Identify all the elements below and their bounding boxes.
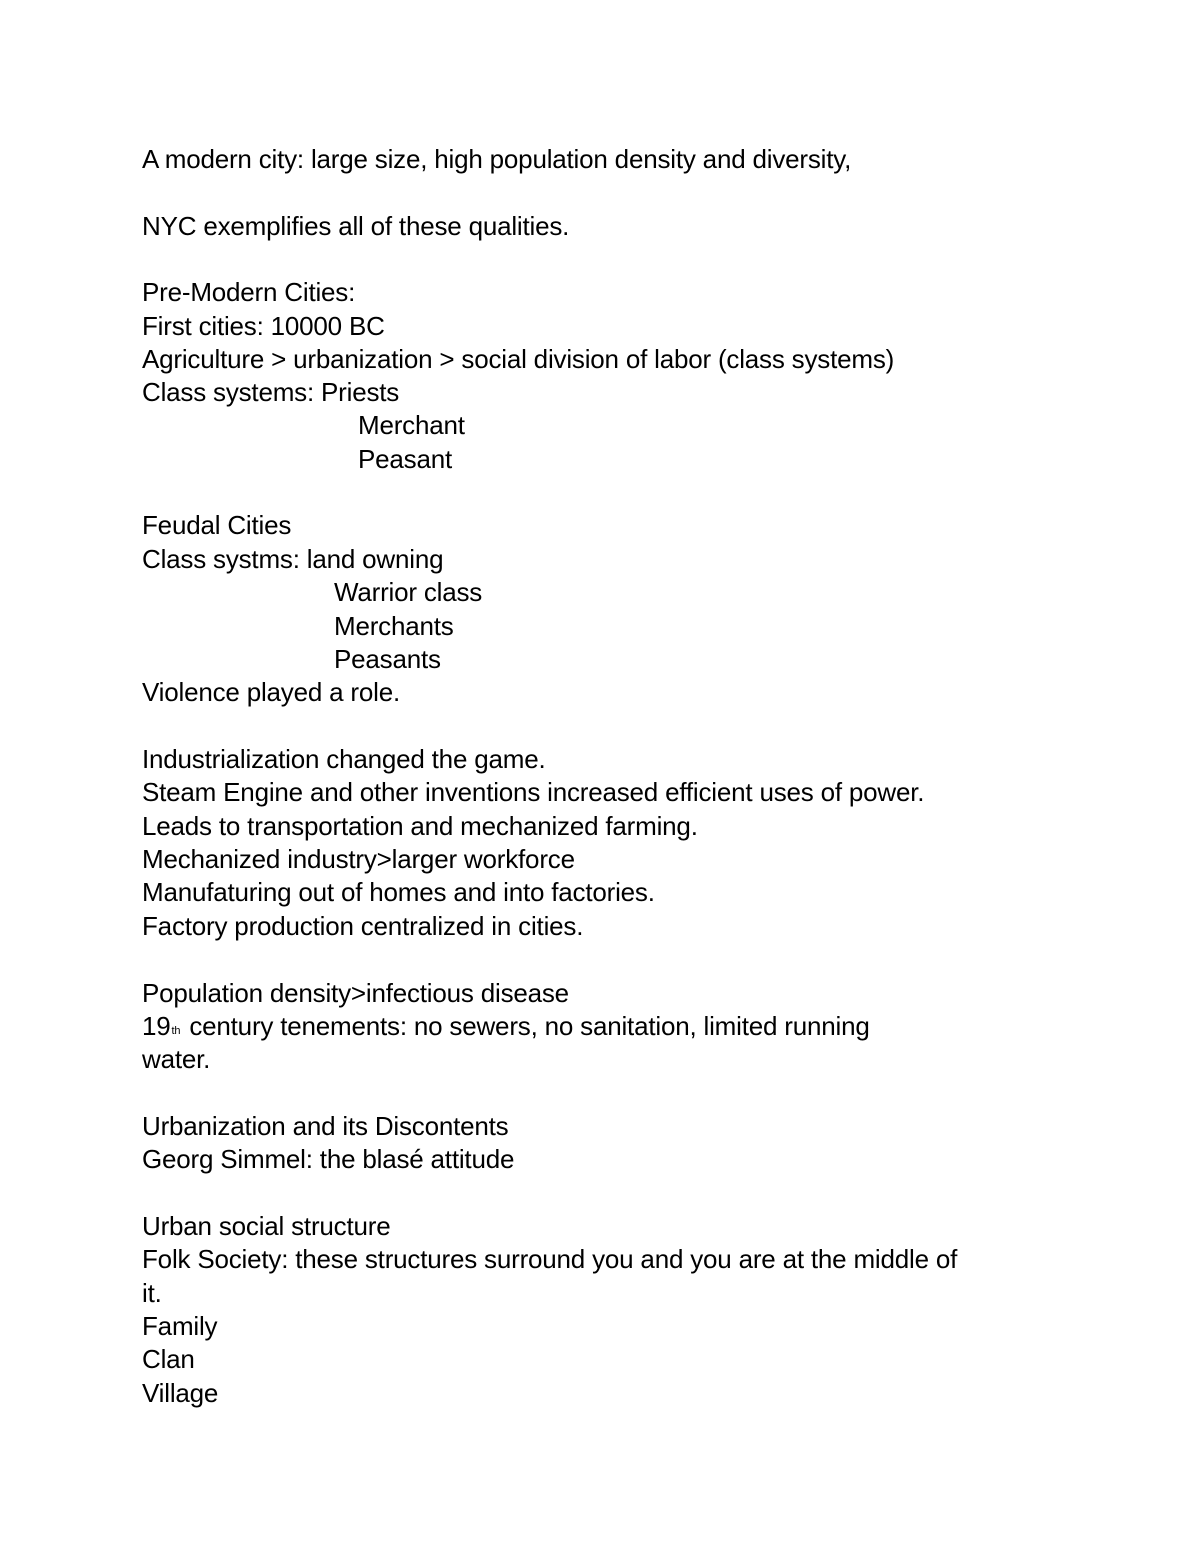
century-number: 19 [142, 1011, 171, 1041]
population-density-line: Population density>infectious disease [142, 978, 569, 1008]
industrialization-line: Steam Engine and other inventions increased efficient uses of power. [142, 777, 925, 807]
industrialization-line: Mechanized industry>larger workforce [142, 844, 575, 874]
feudal-class-item: Warrior class [334, 577, 483, 607]
industrialization-line: Factory production centralized in cities. [142, 911, 584, 941]
feudal-class-systems: Class systms: land owning [142, 544, 444, 574]
premodern-class-systems: Class systems: Priests [142, 377, 400, 407]
feudal-class-item: Peasants [334, 644, 441, 674]
feudal-class-item: Merchants [334, 611, 454, 641]
tenements-line [142, 1010, 870, 1049]
premodern-class-item: Merchant [358, 410, 465, 440]
nyc-example: NYC exemplifies all of these qualities. [142, 211, 570, 241]
simmel-line: Georg Simmel: the blasé attitude [142, 1144, 515, 1174]
century-ordinal: th [171, 1025, 181, 1037]
premodern-heading: Pre-Modern Cities: [142, 277, 356, 307]
feudal-heading: Feudal Cities [142, 510, 292, 540]
tenements-text: century tenements: no sewers, no sanitation, limited running [182, 1011, 870, 1041]
structure-item: Village [142, 1378, 219, 1408]
premodern-class-item: Peasant [358, 444, 453, 474]
structure-item: Clan [142, 1344, 195, 1374]
urban-structure-heading: Urban social structure [142, 1211, 391, 1241]
folk-society-line-cont: it. [142, 1278, 162, 1308]
industrialization-line: Manufaturing out of homes and into factories. [142, 877, 655, 907]
structure-item: Family [142, 1311, 218, 1341]
discontents-heading: Urbanization and its Discontents [142, 1111, 509, 1141]
industrialization-line: Industrialization changed the game. [142, 744, 546, 774]
tenements-line-cont: water. [142, 1044, 211, 1074]
agriculture-line: Agriculture > urbanization > social division of labor (class systems) [142, 344, 895, 374]
folk-society-line: Folk Society: these structures surround you and you are at the middle of [142, 1244, 958, 1274]
modern-city-definition: A modern city: large size, high population density and diversity, [142, 144, 852, 174]
violence-line: Violence played a role. [142, 677, 400, 707]
first-cities-line: First cities: 10000 BC [142, 311, 385, 341]
industrialization-line: Leads to transportation and mechanized farming. [142, 811, 698, 841]
